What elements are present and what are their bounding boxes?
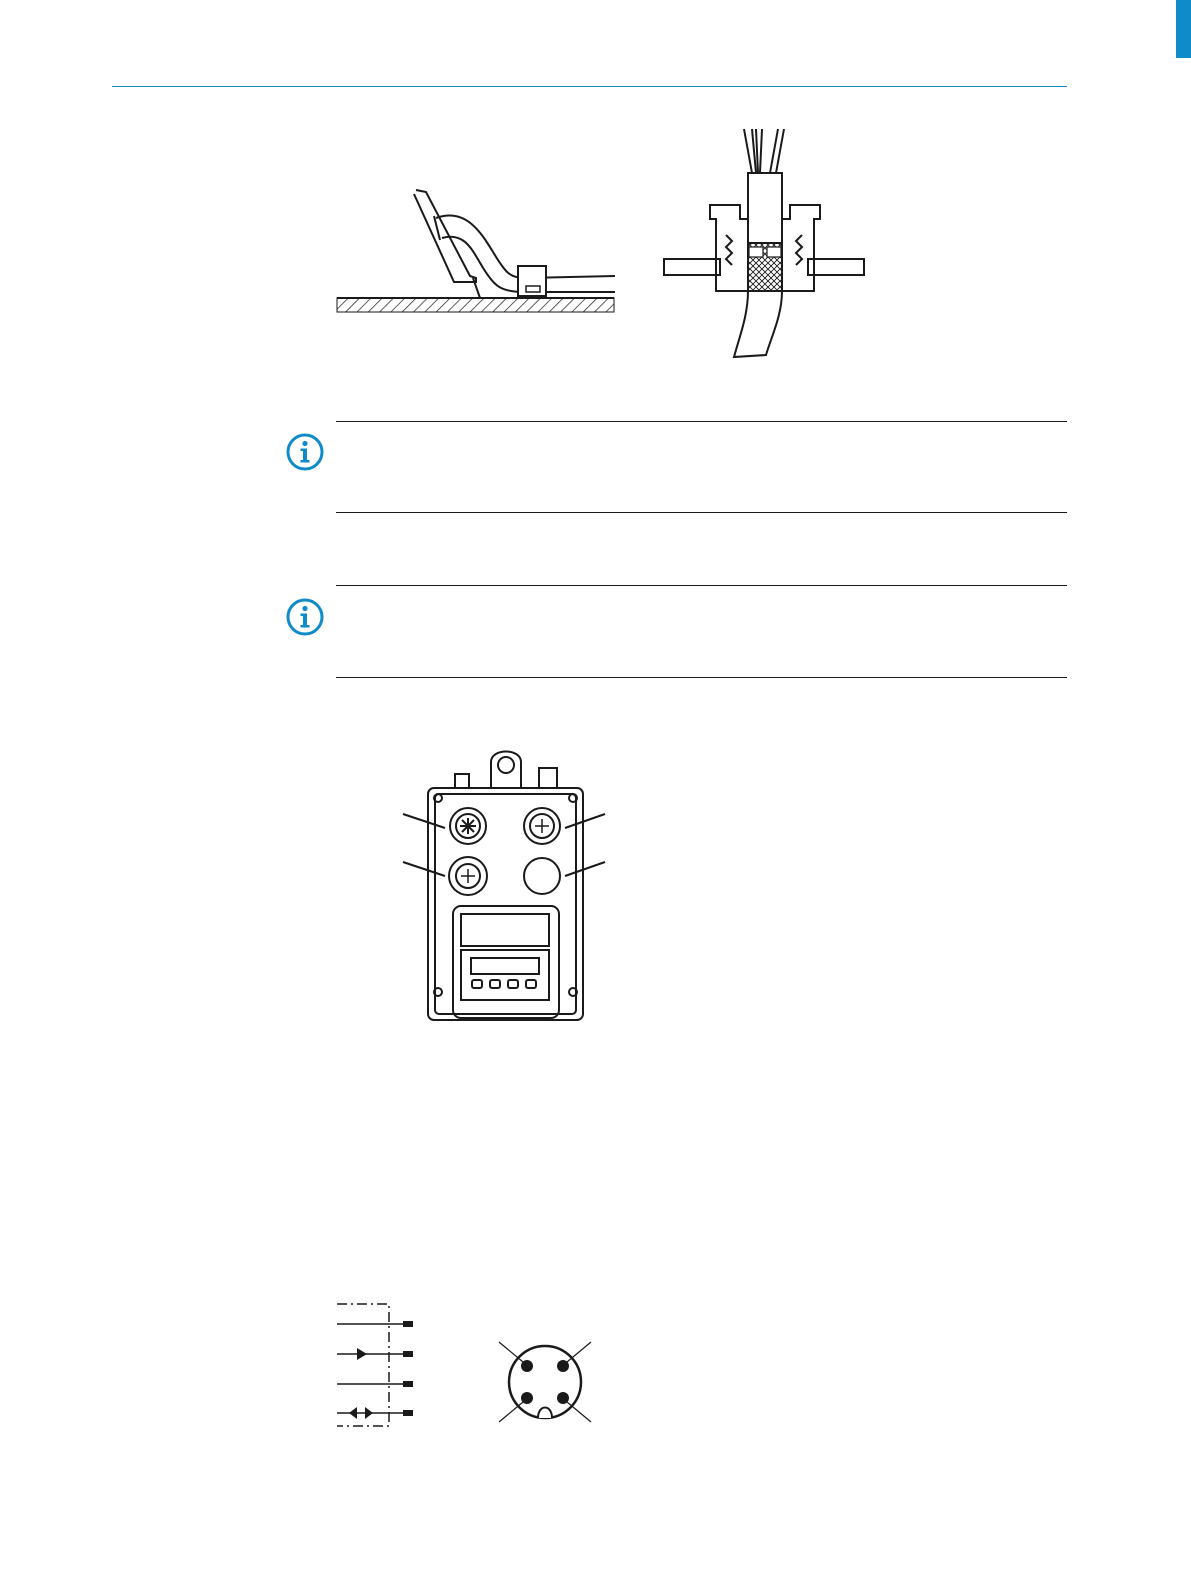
- info-icon: [285, 432, 325, 472]
- info-icon: [285, 597, 325, 637]
- device-connection-panel-figure: [395, 748, 615, 1028]
- cable-gland-section-figure: [660, 125, 870, 365]
- note-rule-bottom: [336, 512, 1067, 513]
- page-edge-tab: [1176, 0, 1191, 58]
- connector-pin-diagram-figure: [335, 1298, 605, 1433]
- note-rule-top: [336, 585, 1067, 586]
- cable-routing-clamp-figure: [330, 180, 630, 320]
- note-rule-bottom: [336, 677, 1067, 678]
- header-rule: [112, 86, 1067, 87]
- note-rule-top: [336, 421, 1067, 422]
